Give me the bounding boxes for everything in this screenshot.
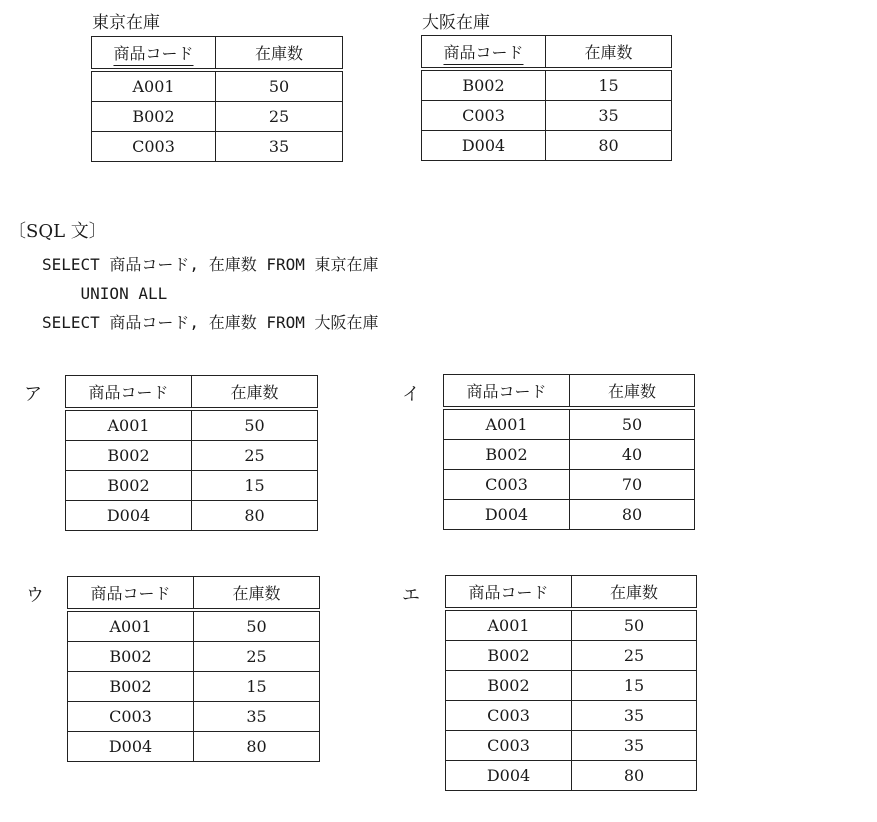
stock-count-cell: 40: [570, 440, 695, 470]
product-code-cell: C003: [92, 132, 216, 162]
sql-line-1: SELECT 商品コード, 在庫数 FROM 東京在庫: [42, 255, 379, 274]
stock-count-cell: 35: [572, 701, 697, 731]
stock-count-cell: 25: [192, 441, 318, 471]
table-row: [66, 471, 318, 501]
stock-count-cell: 80: [570, 500, 695, 530]
column-header-stock-count: 在庫数: [216, 37, 343, 71]
choice-label-a: ア: [24, 384, 42, 405]
stock-count-cell: 15: [194, 672, 320, 702]
product-code-cell: C003: [446, 731, 572, 761]
stock-count-cell: 15: [192, 471, 318, 501]
table-row: [446, 701, 697, 731]
product-code-cell: C003: [422, 101, 546, 131]
stock-count-cell: 50: [572, 609, 697, 641]
tokyo-stock-table: [91, 36, 343, 162]
product-code-cell: B002: [68, 672, 194, 702]
column-header-stock-count: 在庫数: [546, 36, 672, 70]
table-row: [92, 70, 343, 102]
column-header-product-code: 商品コード: [446, 576, 572, 610]
table-row: [66, 441, 318, 471]
stock-count-cell: 35: [572, 731, 697, 761]
sql-line-2: UNION ALL: [42, 284, 168, 303]
table-row: [446, 731, 697, 761]
stock-count-cell: 50: [194, 610, 320, 642]
stock-count-cell: 35: [216, 132, 343, 162]
table-row: [92, 102, 343, 132]
product-code-cell: C003: [444, 470, 570, 500]
product-code-cell: A001: [92, 70, 216, 102]
stock-count-cell: 50: [216, 70, 343, 102]
product-code-cell: D004: [444, 500, 570, 530]
table-row: [68, 732, 320, 762]
table-row: [66, 501, 318, 531]
product-code-cell: A001: [444, 408, 570, 440]
sql-heading: 〔SQL 文〕: [8, 221, 107, 242]
stock-count-cell: 25: [216, 102, 343, 132]
tokyo-table-title: 東京在庫: [92, 13, 160, 33]
column-header-stock-count: 在庫数: [192, 376, 318, 410]
table-row: [422, 101, 672, 131]
table-row: [444, 500, 695, 530]
stock-count-cell: 50: [570, 408, 695, 440]
table-row: [446, 609, 697, 641]
product-code-cell: B002: [66, 471, 192, 501]
sql-line-3: SELECT 商品コード, 在庫数 FROM 大阪在庫: [42, 313, 379, 332]
product-code-cell: B002: [66, 441, 192, 471]
product-code-cell: D004: [422, 131, 546, 161]
choice-label-i: イ: [402, 384, 420, 405]
table-row: [92, 132, 343, 162]
product-code-cell: D004: [446, 761, 572, 791]
product-code-cell: B002: [422, 69, 546, 101]
product-code-cell: B002: [446, 671, 572, 701]
product-code-cell: A001: [66, 409, 192, 441]
product-code-cell: D004: [66, 501, 192, 531]
stock-count-cell: 35: [546, 101, 672, 131]
stock-count-cell: 35: [194, 702, 320, 732]
osaka-stock-table: [421, 35, 672, 161]
osaka-table-title: 大阪在庫: [422, 13, 490, 33]
stock-count-cell: 80: [194, 732, 320, 762]
table-row: [444, 440, 695, 470]
choice-e-table: [445, 575, 697, 791]
stock-count-cell: 15: [546, 69, 672, 101]
table-row: [446, 671, 697, 701]
stock-count-cell: 25: [572, 641, 697, 671]
table-row: [68, 702, 320, 732]
choice-i-table: [443, 374, 695, 530]
column-header-product-code: 商品コード: [68, 577, 194, 611]
table-row: [422, 69, 672, 101]
product-code-cell: C003: [68, 702, 194, 732]
column-header-product-code: 商品コード: [92, 37, 216, 71]
choice-a-table: [65, 375, 318, 531]
table-row: [422, 131, 672, 161]
table-row: [446, 641, 697, 671]
table-row: [66, 409, 318, 441]
stock-count-cell: 50: [192, 409, 318, 441]
product-code-cell: B002: [444, 440, 570, 470]
choice-label-e: エ: [402, 585, 420, 606]
stock-count-cell: 70: [570, 470, 695, 500]
product-code-cell: A001: [68, 610, 194, 642]
stock-count-cell: 80: [572, 761, 697, 791]
product-code-cell: C003: [446, 701, 572, 731]
column-header-stock-count: 在庫数: [570, 375, 695, 409]
table-row: [68, 642, 320, 672]
column-header-product-code: 商品コード: [66, 376, 192, 410]
column-header-product-code: 商品コード: [422, 36, 546, 70]
column-header-stock-count: 在庫数: [572, 576, 697, 610]
column-header-stock-count: 在庫数: [194, 577, 320, 611]
product-code-cell: B002: [446, 641, 572, 671]
product-code-cell: B002: [68, 642, 194, 672]
table-row: [68, 672, 320, 702]
product-code-cell: B002: [92, 102, 216, 132]
product-code-cell: D004: [68, 732, 194, 762]
column-header-product-code: 商品コード: [444, 375, 570, 409]
stock-count-cell: 80: [546, 131, 672, 161]
table-row: [444, 408, 695, 440]
table-row: [68, 610, 320, 642]
stock-count-cell: 80: [192, 501, 318, 531]
product-code-cell: A001: [446, 609, 572, 641]
choice-label-u: ウ: [26, 585, 44, 606]
table-row: [444, 470, 695, 500]
table-row: [446, 761, 697, 791]
choice-u-table: [67, 576, 320, 762]
stock-count-cell: 15: [572, 671, 697, 701]
stock-count-cell: 25: [194, 642, 320, 672]
